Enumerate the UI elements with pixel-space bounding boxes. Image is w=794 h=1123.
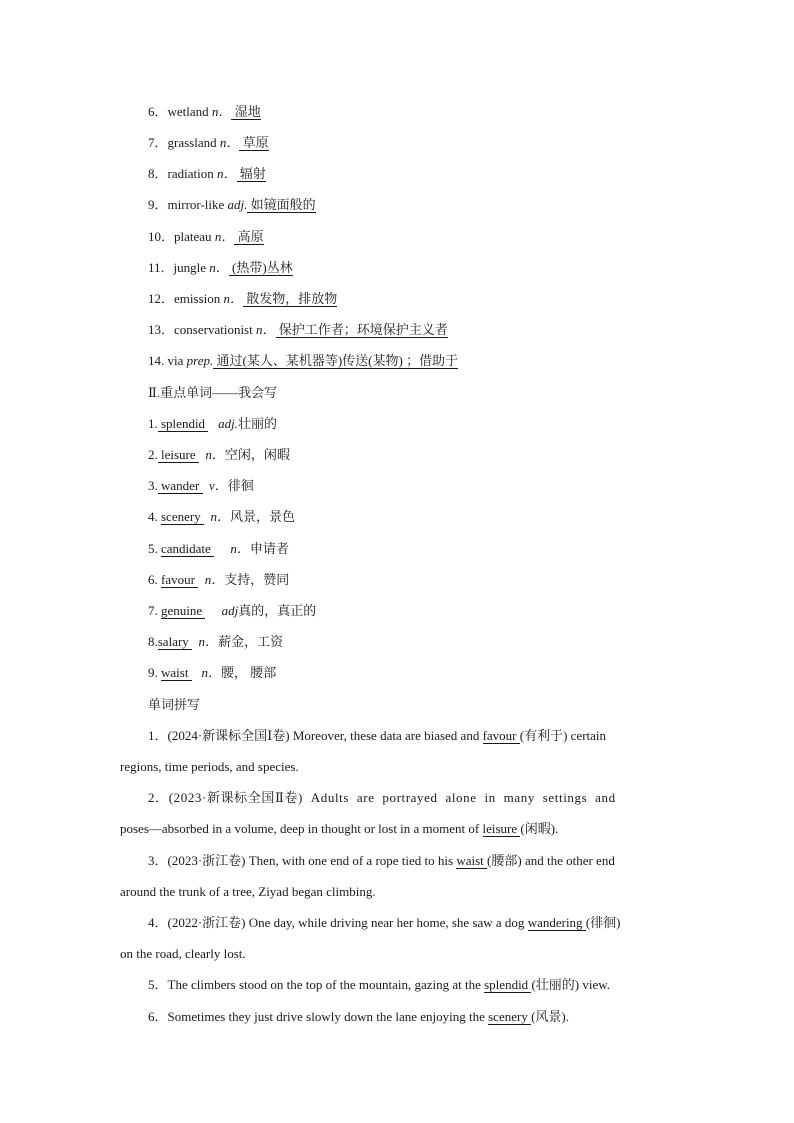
answer: 如镜面般的 (247, 197, 316, 212)
vocab-b-item-3 (148, 478, 254, 494)
question-text: (有利于) certain (519, 728, 607, 743)
answer: scenery (488, 1009, 532, 1024)
vocab-b-item-5 (148, 541, 289, 557)
answer: favour (161, 572, 199, 587)
answer: 辐射 (236, 166, 266, 181)
meaning: 腰， 腰部 (220, 665, 277, 680)
item-number: 10． (148, 229, 175, 244)
answer: 高原 (234, 229, 264, 244)
word: plateau (174, 229, 215, 244)
answer: genuine (161, 603, 206, 618)
meaning: 壮丽的 (237, 416, 277, 431)
question-text: 4．(2022·浙江卷) One day, while driving near her home, she saw a dog (148, 915, 528, 930)
question-text: (壮丽的) view. (531, 977, 611, 992)
part-of-speech: n． (198, 634, 219, 649)
vocab-a-item-6 (148, 104, 261, 120)
vocab-b-item-7 (148, 603, 316, 619)
item-number: 2. (148, 447, 158, 462)
spelling-q6 (148, 1009, 569, 1025)
meaning: 空闲，闲暇 (224, 447, 290, 462)
item-number: 1. (148, 416, 158, 431)
spelling-q5 (148, 977, 610, 993)
vocab-a-item-7 (148, 135, 269, 151)
question-text: (腰部) and the other end (487, 853, 615, 868)
spelling-q2-line1: 2．(2023·新课标全国Ⅱ卷) Adults are portrayed alone in many settings and (148, 790, 616, 805)
item-number: 9． (148, 197, 168, 212)
vocab-b-item-2 (148, 447, 290, 463)
spelling-q4-line2: on the road, clearly lost. (120, 946, 246, 961)
part-of-speech: n． (216, 166, 237, 181)
part-of-speech: n． (255, 322, 276, 337)
vocab-a-item-8 (148, 166, 266, 182)
spelling-q1-line2: regions, time periods, and species. (120, 759, 299, 774)
item-number: 12． (148, 291, 175, 306)
item-number: 9. (148, 665, 161, 680)
part-of-speech: n． (223, 291, 244, 306)
answer: 湿地 (231, 104, 261, 119)
question-text: 6．Sometimes they just drive slowly down the lane enjoying the (148, 1009, 489, 1024)
item-number: 14. (148, 353, 168, 368)
vocab-a-item-10 (148, 229, 264, 245)
meaning: 徘徊 (227, 478, 254, 493)
item-number: 6． (148, 104, 168, 119)
part-of-speech: n． (205, 447, 225, 462)
meaning: 申请者 (249, 541, 289, 556)
word: jungle (173, 260, 210, 275)
meaning: 支持，赞同 (224, 572, 290, 587)
vocab-b-item-4 (148, 509, 295, 525)
answer: 通过(某人、某机器等)传送(某物) ；借助于 (213, 353, 459, 368)
part-of-speech: v． (209, 478, 228, 493)
meaning: 真的，真正的 (238, 603, 317, 618)
word: grassland (167, 135, 220, 150)
answer: waist (456, 853, 488, 868)
meaning: 风景，景色 (229, 509, 295, 524)
part-of-speech: n． (201, 665, 221, 680)
question-text: (闲暇). (520, 821, 559, 836)
word: conservationist (174, 322, 256, 337)
answer: wandering (527, 915, 586, 930)
vocab-a-item-13 (148, 322, 448, 338)
answer: candidate (161, 541, 215, 556)
part-of-speech: n． (230, 541, 250, 556)
vocab-a-item-11 (148, 260, 293, 276)
item-number: 11． (148, 260, 174, 275)
spelling-q3-line1 (148, 853, 615, 869)
vocab-a-item-12 (148, 291, 337, 307)
part-of-speech: n． (204, 572, 225, 587)
answer: salary (157, 634, 193, 649)
answer: (热带)丛林 (228, 260, 293, 275)
part-of-speech: n． (219, 135, 240, 150)
word: mirror-like (167, 197, 228, 212)
word: wetland (167, 104, 212, 119)
part-of-speech: adj. (227, 197, 248, 212)
answer: leisure (157, 447, 199, 462)
answer: 保护工作者；环境保护主义者 (275, 322, 448, 337)
question-text: 5．The climbers stood on the top of the mountain, gazing at the (148, 977, 485, 992)
question-text: poses—absorbed in a volume, deep in thought or lost in a moment of (120, 821, 483, 836)
item-number: 8. (148, 634, 158, 649)
word: radiation (167, 166, 217, 181)
section-heading-key-words: Ⅱ.重点单词——我会写 (148, 385, 278, 400)
item-number: 7． (148, 135, 168, 150)
question-text: (风景). (531, 1009, 569, 1024)
item-number: 5. (148, 541, 161, 556)
spelling-q4-line1 (148, 915, 620, 931)
part-of-speech: prep. (186, 353, 214, 368)
answer: 散发物，排放物 (243, 291, 338, 306)
part-of-speech: adj. (218, 416, 238, 431)
spelling-q1-line1 (148, 728, 606, 744)
answer: favour (482, 728, 520, 743)
question-text: (徘徊) (585, 915, 621, 930)
answer: splendid (484, 977, 532, 992)
item-number: 4. (148, 509, 161, 524)
section-heading-spelling: 单词拼写 (148, 697, 201, 712)
answer: scenery (161, 509, 204, 524)
vocab-a-item-14 (148, 353, 458, 369)
part-of-speech: n． (214, 229, 235, 244)
answer: waist (161, 665, 192, 680)
word: via (167, 353, 187, 368)
part-of-speech: adj (221, 603, 239, 618)
item-number: 13． (148, 322, 175, 337)
item-number: 7. (148, 603, 161, 618)
spelling-q2-line2 (120, 821, 558, 837)
word: emission (174, 291, 224, 306)
meaning: 薪金，工资 (218, 634, 284, 649)
item-number: 3. (148, 478, 158, 493)
question-text: 1．(2024·新课标全国Ⅰ卷) Moreover, these data are biased and (148, 728, 483, 743)
vocab-a-item-9 (148, 197, 316, 213)
part-of-speech: n． (211, 104, 232, 119)
vocab-b-item-6 (148, 572, 289, 588)
vocab-b-item-1 (148, 416, 277, 432)
part-of-speech: n． (210, 509, 230, 524)
answer: wander (157, 478, 203, 493)
question-text: 3．(2023·浙江卷) Then, with one end of a rope tied to his (148, 853, 457, 868)
item-number: 8． (148, 166, 168, 181)
vocab-b-item-9 (148, 665, 276, 681)
spelling-q3-line2: around the trunk of a tree, Ziyad began climbing. (120, 884, 376, 899)
answer: 草原 (239, 135, 269, 150)
answer: splendid (157, 416, 209, 431)
part-of-speech: n． (209, 260, 229, 275)
item-number: 6. (148, 572, 161, 587)
answer: leisure (482, 821, 521, 836)
vocab-b-item-8 (148, 634, 283, 650)
